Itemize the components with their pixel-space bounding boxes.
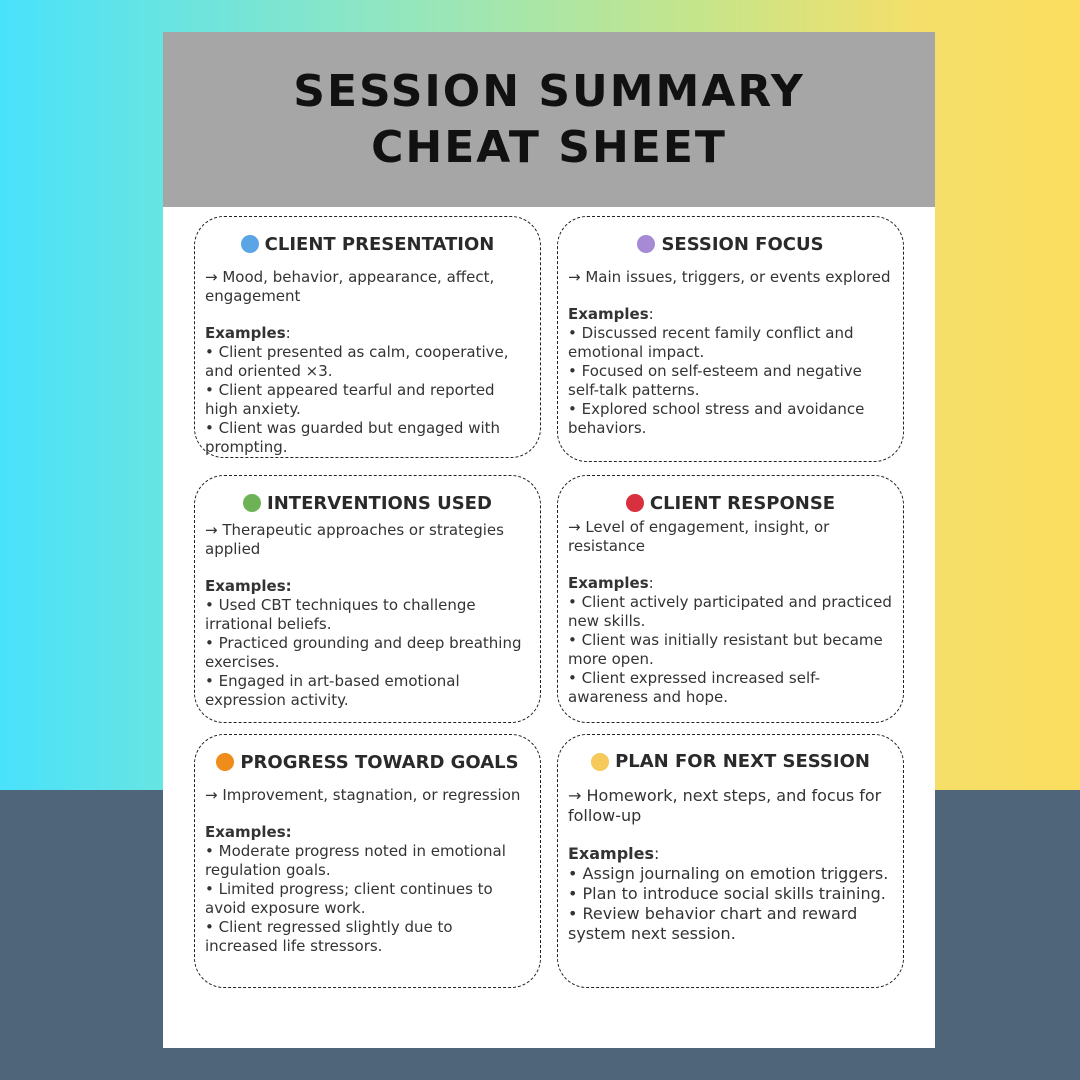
example-item: • Client was initially resistant but became more open. [568,631,893,669]
card-lead: → Mood, behavior, appearance, affect, engagement [205,268,495,305]
card-client-response [557,475,904,723]
example-item: • Client expressed increased self-awareness and hope. [568,669,893,707]
example-item: • Review behavior chart and reward system next session. [568,904,893,944]
card-title-text: PROGRESS TOWARD GOALS [240,751,519,773]
red-dot-icon [626,494,644,512]
example-item: • Focused on self-esteem and negative self-talk patterns. [568,362,893,400]
example-item: • Assign journaling on emotion triggers. [568,864,893,884]
page-title-line-1: SESSION SUMMARY [293,65,805,117]
examples-label: Examples: [568,844,660,863]
card-lead: → Homework, next steps, and focus for follow-up [568,786,882,825]
examples-label: Examples: [568,305,654,323]
example-item: • Discussed recent family conflict and emotional impact. [568,324,893,362]
card-title [205,232,530,256]
card-title-text: CLIENT PRESENTATION [264,233,495,255]
orange-dot-icon [216,753,234,771]
examples-label: Examples: [205,324,291,342]
header-banner [163,32,935,207]
yellow-dot-icon [591,753,609,771]
card-client-presentation [194,216,541,458]
card-lead: → Main issues, triggers, or events explored [568,268,891,286]
example-item: • Moderate progress noted in emotional regulation goals. [205,842,530,880]
blue-dot-icon [241,235,259,253]
card-title [568,491,893,515]
example-item: • Client regressed slightly due to increased life stressors. [205,918,530,956]
card-title [568,232,893,256]
example-item: • Plan to introduce social skills training. [568,884,893,904]
card-session-focus [557,216,904,462]
page-title-line-2: CHEAT SHEET [371,121,727,173]
card-interventions-used [194,475,541,723]
card-lead: → Therapeutic approaches or strategies applied [205,521,504,558]
card-title-text: SESSION FOCUS [661,233,824,255]
examples-label: Examples: [205,577,292,595]
card-progress-toward-goals [194,734,541,988]
card-title [205,491,530,515]
examples-label: Examples: [568,574,654,592]
card-plan-for-next-session [557,734,904,988]
card-title-text: INTERVENTIONS USED [267,492,492,514]
example-item: • Client presented as calm, cooperative, and oriented ×3. [205,343,530,381]
examples-label: Examples: [205,823,292,841]
example-item: • Client was guarded but engaged with prompting. [205,419,530,457]
card-lead: → Level of engagement, insight, or resistance [568,518,830,555]
card-lead: → Improvement, stagnation, or regression [205,786,521,804]
cheat-sheet-page [163,32,935,1048]
example-item: • Limited progress; client continues to avoid exposure work. [205,880,530,918]
example-item: • Practiced grounding and deep breathing exercises. [205,634,530,672]
example-item: • Client appeared tearful and reported high anxiety. [205,381,530,419]
card-title-text: CLIENT RESPONSE [649,492,836,514]
purple-dot-icon [637,235,655,253]
example-item: • Used CBT techniques to challenge irrational beliefs. [205,596,530,634]
example-item: • Engaged in art-based emotional expression activity. [205,672,530,710]
card-title [568,750,893,774]
example-item: • Explored school stress and avoidance behaviors. [568,400,893,438]
card-title [205,750,530,774]
card-title-text: PLAN FOR NEXT SESSION [615,751,870,772]
green-dot-icon [243,494,261,512]
example-item: • Client actively participated and practiced new skills. [568,593,893,631]
